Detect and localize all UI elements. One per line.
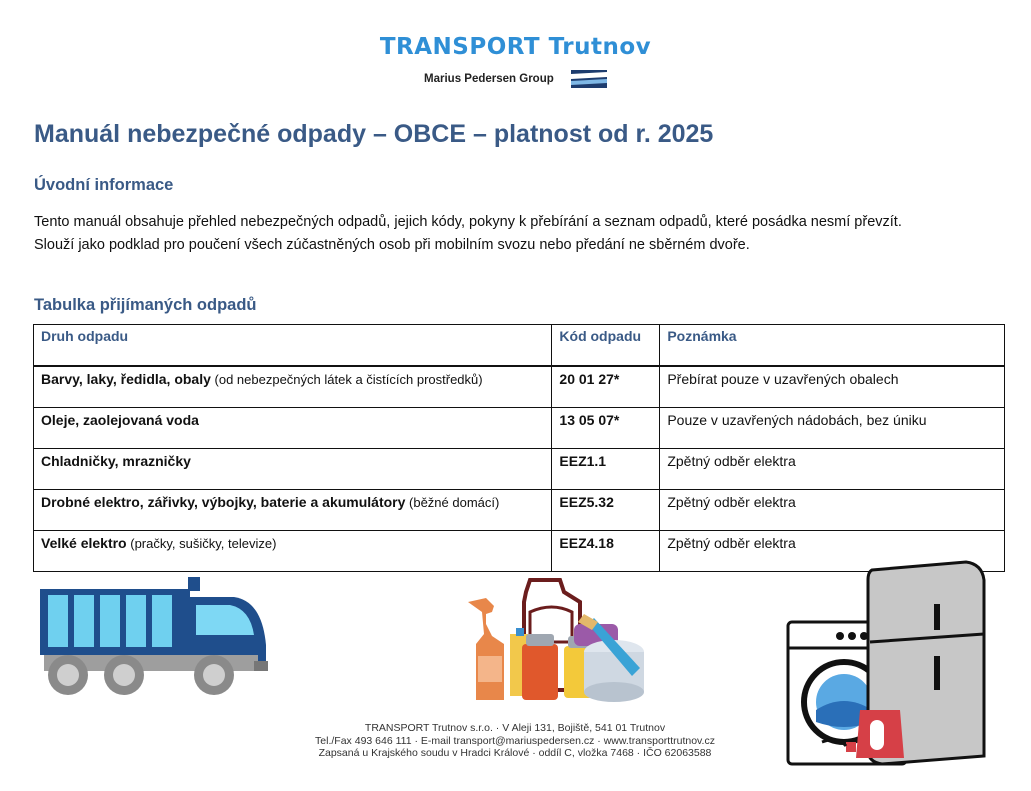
column-header-code: Kód odpadu [552, 325, 660, 366]
waste-name: Barvy, laky, ředidla, obaly [41, 371, 211, 387]
logo-subtitle: Marius Pedersen Group [424, 73, 554, 85]
waste-type-cell [34, 490, 552, 531]
waste-note: Přebírat pouze v uzavřených obalech [660, 367, 1005, 408]
waste-detail: (pračky, sušičky, televize) [126, 536, 277, 551]
waste-type-cell [34, 449, 552, 490]
waste-detail: (od nebezpečných látek a čistících prostředků) [210, 372, 483, 387]
column-header-note: Poznámka [660, 325, 1005, 366]
intro-heading: Úvodní informace [34, 176, 174, 194]
waste-code: EEZ4.18 [552, 531, 660, 572]
logo-title: TRANSPORT Trutnov [379, 34, 652, 60]
chemicals-illustration [464, 572, 654, 707]
waste-note: Pouze v uzavřených nádobách, bez úniku [660, 408, 1005, 449]
waste-note: Zpětný odběr elektra [660, 490, 1005, 531]
waste-name: Chladničky, mrazničky [41, 453, 191, 469]
table-row [34, 367, 1005, 408]
table-row [34, 449, 1005, 490]
truck-illustration [38, 575, 270, 703]
waste-type-cell [34, 408, 552, 449]
waste-table [33, 324, 1005, 572]
waste-code: 20 01 27* [552, 367, 660, 408]
table-row [34, 490, 1005, 531]
intro-line-1: Tento manuál obsahuje přehled nebezpečných odpadů, jejich kódy, pokyny k přebírání a seznam odpadů, které posádka nesmí převzít. [34, 214, 902, 230]
company-logo [0, 34, 1031, 60]
waste-note: Zpětný odběr elektra [660, 531, 1005, 572]
column-header-type: Druh odpadu [34, 325, 552, 366]
waste-detail: (běžné domácí) [405, 495, 500, 510]
intro-text [34, 211, 994, 257]
footer-address: TRANSPORT Trutnov s.r.o. · V Aleji 131, Bojiště, 541 01 Trutnov [364, 722, 666, 734]
waste-code: EEZ1.1 [552, 449, 660, 490]
logo-subtitle-row [0, 70, 1031, 88]
table-header-row [34, 325, 1005, 366]
footer-registration: Zapsaná u Krajského soudu v Hradci Králové · oddíl C, vložka 7468 · IČO 62063588 [318, 747, 712, 759]
waste-name: Oleje, zaolejovaná voda [41, 412, 199, 428]
waste-type-cell [34, 531, 552, 572]
waste-name: Velké elektro [41, 535, 127, 551]
table-row [34, 408, 1005, 449]
footer-contact: Tel./Fax 493 646 111 · E-mail transport@mariuspedersen.cz · www.transporttrutnov.cz [315, 734, 715, 747]
waste-code: EEZ5.32 [552, 490, 660, 531]
waste-code: 13 05 07* [552, 408, 660, 449]
table-heading: Tabulka přijímaných odpadů [34, 296, 257, 314]
appliances-illustration [786, 560, 996, 772]
intro-line-2: Slouží jako podklad pro poučení všech zúčastněných osob při mobilním svozu nebo předání ne sběrném dvoře. [34, 237, 750, 253]
waste-type-cell [34, 367, 552, 408]
waste-name: Drobné elektro, zářivky, výbojky, baterie a akumulátory [41, 494, 406, 510]
page-title: Manuál nebezpečné odpady – OBCE – platnost od r. 2025 [34, 120, 714, 148]
footer [270, 722, 760, 760]
logo-mark-icon [571, 70, 607, 88]
waste-note: Zpětný odběr elektra [660, 449, 1005, 490]
